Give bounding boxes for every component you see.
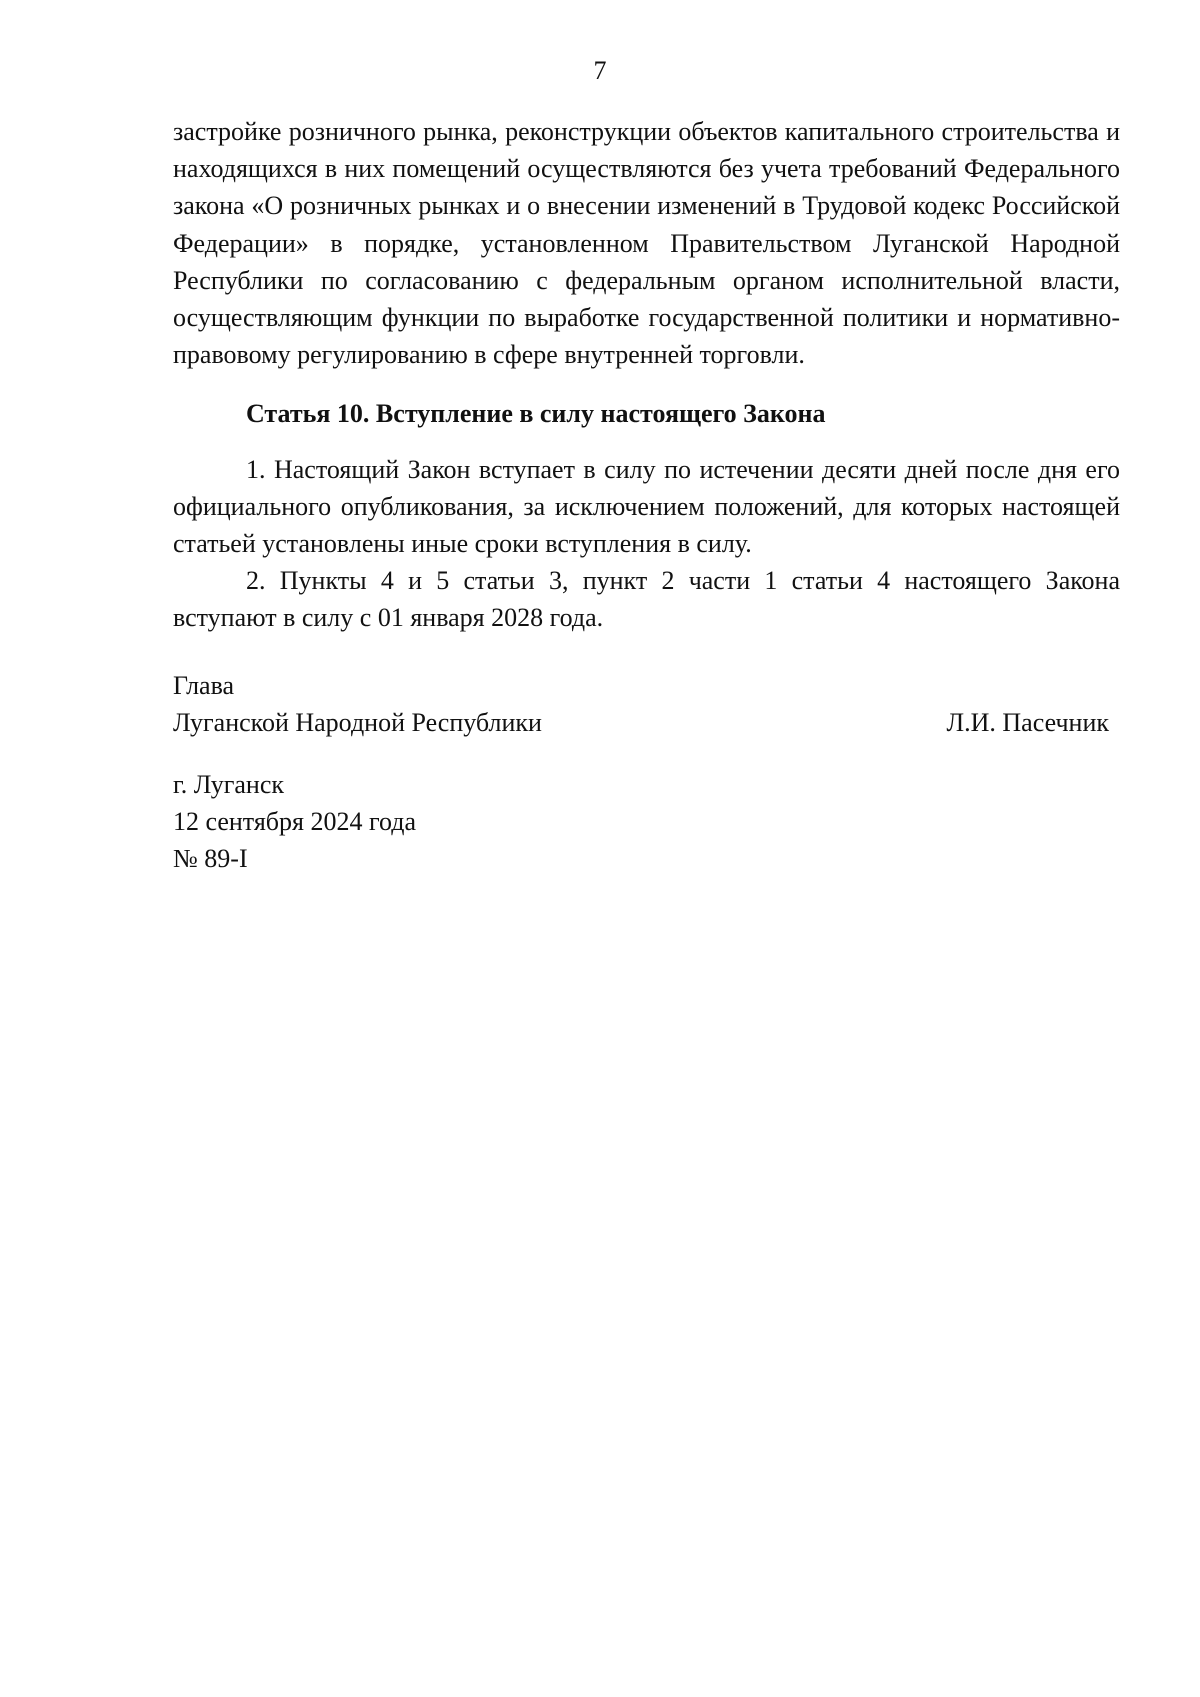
signature-block	[173, 667, 1120, 741]
signature-title-line1: Глава	[173, 670, 235, 700]
article-heading: Статья 10. Вступление в силу настоящего Закона	[246, 399, 826, 429]
document-body	[173, 113, 1120, 878]
intro-paragraph: застройке розничного рынка, реконструкции объектов капитального строительства и находящихся в них помещений осуществляются без учета требований Федерального закона «О розничных рынках и о внесении изменений в Трудовой кодекс Российской Федерации» в порядке, установленном Правительством Луганской Народной Республики по согласованию с федеральным органом исполнительной власти, осуществляющим функции по выработке государственной политики и нормативно-правовому регулированию в сфере внутренней торговли.	[173, 117, 1120, 370]
signature-row	[173, 704, 1120, 741]
footer-number: № 89-I	[173, 844, 248, 874]
article-item-2: 2. Пункты 4 и 5 статьи 3, пункт 2 части 1 статьи 4 настоящего Закона вступают в силу с 01 января 2028 года.	[173, 566, 1120, 633]
footer-date: 12 сентября 2024 года	[173, 807, 417, 837]
article-item-1: 1. Настоящий Закон вступает в силу по истечении десяти дней после дня его официального опубликования, за исключением положений, для которых настоящей статьей установлены иные сроки вступления в силу.	[173, 454, 1120, 559]
page-number: 7	[593, 56, 607, 85]
footer-city: г. Луганск	[173, 770, 285, 800]
signature-title-line2: Луганской Народной Республики	[173, 707, 542, 737]
signatory-name: Л.И. Пасечник	[946, 707, 1109, 737]
document-footer	[173, 766, 1120, 878]
